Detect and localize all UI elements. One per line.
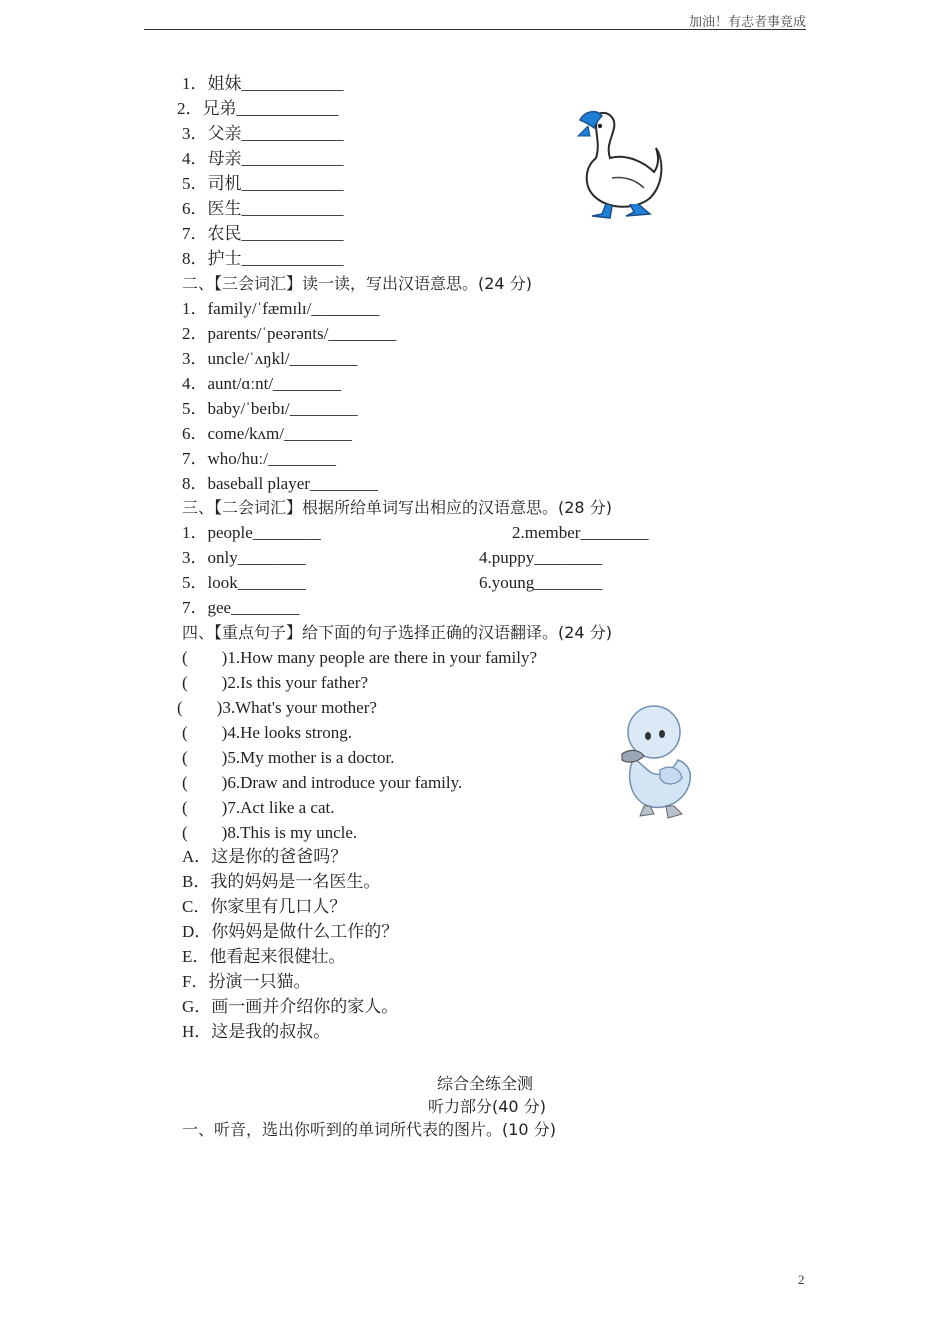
list-item: 4.puppy________ <box>479 548 603 567</box>
section-2-title: 二、【三会词汇】读一读，写出汉语意思。(24 分) <box>182 274 532 293</box>
question-item: ( )3.What's your mother? <box>177 698 377 717</box>
option-item: B．我的妈妈是一名医生。 <box>182 872 381 891</box>
option-item: D．你妈妈是做什么工作的？ <box>182 922 399 941</box>
list-item: 2．parents/ˈpeərənts/________ <box>182 324 397 343</box>
section-3-title: 三、【二会词汇】根据所给单词写出相应的汉语意思。(28 分) <box>182 498 612 517</box>
list-item: 6．医生____________ <box>182 199 344 218</box>
option-item: G．画一画并介绍你的家人。 <box>182 997 399 1016</box>
section-4-title: 四、【重点句子】给下面的句子选择正确的汉语翻译。(24 分) <box>182 623 612 642</box>
list-item: 5．baby/ˈbeɪbɪ/________ <box>182 399 358 418</box>
goose-illustration <box>576 106 664 224</box>
question-item: ( )2.Is this your father? <box>182 673 369 692</box>
option-item: E．他看起来很健壮。 <box>182 947 346 966</box>
list-item: 4．aunt/ɑːnt/________ <box>182 374 342 393</box>
question-item: ( )1.How many people are there in your family? <box>182 648 537 667</box>
page-header <box>144 10 806 30</box>
question-item: ( )6.Draw and introduce your family. <box>182 773 463 792</box>
list-item: 7．农民____________ <box>182 224 344 243</box>
list-item: 1．people________ <box>182 523 321 542</box>
list-item: 4．母亲____________ <box>182 149 344 168</box>
list-item: 3．父亲____________ <box>182 124 344 143</box>
list-item: 8．护士____________ <box>182 249 344 268</box>
list-item: 2．兄弟____________ <box>177 99 339 118</box>
test-subtitle: 听力部分(40 分) <box>428 1097 546 1116</box>
list-item: 6．come/kʌm/________ <box>182 424 352 443</box>
question-item: ( )4.He looks strong. <box>182 723 352 742</box>
option-item: F．扮演一只猫。 <box>182 972 311 991</box>
question-item: ( )5.My mother is a doctor. <box>182 748 395 767</box>
list-item: 5．look________ <box>182 573 306 592</box>
list-item: 7．gee________ <box>182 598 300 617</box>
list-item: 3．uncle/ˈʌŋkl/________ <box>182 349 358 368</box>
list-item: 1．姐妹____________ <box>182 74 344 93</box>
question-item: ( )8.This is my uncle. <box>182 823 358 842</box>
list-item: 6.young________ <box>479 573 603 592</box>
option-item: A．这是你的爸爸吗？ <box>182 847 348 866</box>
page-number: 2 <box>798 1272 805 1287</box>
listening-question-1: 一、听音，选出你听到的单词所代表的图片。(10 分) <box>182 1120 556 1139</box>
option-item: C．你家里有几口人？ <box>182 897 347 916</box>
list-item: 2.member________ <box>512 523 649 542</box>
list-item: 7．who/huː/________ <box>182 449 336 468</box>
question-item: ( )7.Act like a cat. <box>182 798 335 817</box>
list-item: 5．司机____________ <box>182 174 344 193</box>
list-item: 8．baseball player________ <box>182 474 378 493</box>
list-item: 3．only________ <box>182 548 306 567</box>
duckling-illustration <box>620 702 696 824</box>
option-item: H．这是我的叔叔。 <box>182 1022 331 1041</box>
header-slogan: 加油！有志者事竟成 <box>688 14 806 29</box>
test-title: 综合全练全测 <box>437 1074 534 1093</box>
list-item: 1．family/ˈfæmɪlɪ/________ <box>182 299 380 318</box>
